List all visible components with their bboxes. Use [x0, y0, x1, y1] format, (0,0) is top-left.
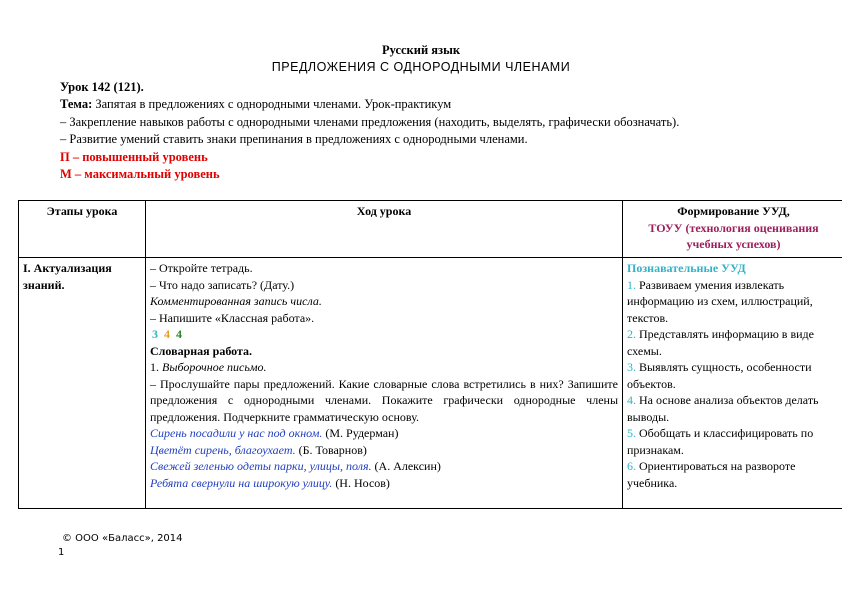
uud-cell [623, 258, 842, 509]
course-cell [146, 258, 623, 509]
sentence-4-text: Ребята свернули на широкую улицу. [150, 475, 333, 490]
sentence-3 [150, 458, 618, 475]
uud-num-1: 1. [627, 277, 636, 292]
sentence-3-text: Свежей зеленью одеты парки, улицы, поля. [150, 459, 372, 473]
theme-label: Тема: [60, 97, 93, 111]
table-row [19, 258, 842, 509]
digit-1: 3 [152, 327, 158, 341]
level-m: М – максимальный уровень [60, 167, 220, 181]
sentence-1 [150, 425, 618, 442]
uud-text-2: Представлять информацию в виде схемы. [627, 327, 814, 358]
date-digits [150, 326, 618, 343]
lesson-number: Урок 142 (121). [60, 80, 144, 94]
uud-item-6 [627, 458, 840, 491]
uud-text-5: Обобщать и классифицировать по признакам. [627, 426, 814, 457]
uud-num-2: 2. [627, 327, 636, 341]
topic-title: ПРЕДЛОЖЕНИЯ С ОДНОРОДНЫМИ ЧЛЕНАМИ [271, 60, 571, 74]
theme-text: Запятая в предложениях с однородными членами. Урок-практикум [92, 97, 452, 111]
page-number: 1 [58, 547, 65, 558]
course-line-3: Комментированная запись числа. [150, 294, 322, 308]
sentence-1-author: (М. Рудерман) [322, 426, 399, 440]
theme-line [60, 97, 451, 112]
uud-item-3 [627, 359, 840, 392]
course-line-2: – Что надо записать? (Дату.) [150, 277, 295, 292]
subject-title: Русский язык [381, 43, 461, 57]
sentence-4 [150, 475, 618, 492]
header-uud-title: Формирование УУД, [677, 204, 790, 218]
header-course: Ход урока [146, 201, 623, 258]
uud-item-4 [627, 392, 840, 425]
uud-text-4: На основе анализа объектов делать выводы. [627, 393, 819, 424]
digit-2: 4 [164, 327, 170, 341]
header-uud-subtitle: ТОУУ (технология оценивания учебных успехов) [648, 220, 819, 251]
task-line [150, 359, 618, 376]
uud-text-1: Развиваем умения извлекать информацию из схем, иллюстраций, текстов. [627, 277, 813, 325]
task-name: Выборочное письмо. [162, 360, 267, 374]
table-header-row [19, 201, 842, 258]
uud-num-6: 6. [627, 459, 636, 473]
sentence-1-text: Сирень посадили у нас под окном. [150, 426, 323, 440]
sentence-4-author: (Н. Носов) [332, 475, 390, 490]
copyright: © ООО «Баласс», 2014 [62, 533, 183, 544]
course-line-4: – Напишите «Классная работа». [150, 310, 315, 325]
uud-item-2 [627, 326, 840, 359]
lesson-table [18, 200, 842, 509]
header-stages: Этапы урока [19, 201, 146, 258]
sentence-2-text: Цветёт сирень, благоухает. [150, 442, 296, 457]
uud-text-3: Выявлять сущность, особенности объектов. [627, 360, 812, 391]
uud-item-1 [627, 277, 840, 327]
uud-text-6: Ориентироваться на развороте учебника. [627, 459, 796, 490]
stage-cell: I. Актуализация знаний. [19, 258, 146, 509]
header-uud [623, 201, 842, 258]
sentence-2 [150, 442, 618, 459]
goal-2: – Развитие умений ставить знаки препинания в предложениях с однородными членами. [60, 132, 528, 146]
task-number: 1. [150, 360, 162, 374]
uud-num-5: 5. [627, 426, 636, 440]
digit-3: 4 [176, 327, 182, 341]
uud-num-3: 3. [627, 360, 636, 374]
course-line-1: – Откройте тетрадь. [150, 261, 253, 275]
goal-1: – Закрепление навыков работы с однородными членами предложения (находить, выделять, графически обозначать). [60, 115, 680, 129]
sentence-3-author: (А. Алексин) [371, 459, 441, 473]
uud-item-5 [627, 425, 840, 458]
sentence-2-author: (Б. Товарнов) [295, 442, 367, 457]
level-p: П – повышенный уровень [60, 150, 208, 164]
uud-num-4: 4. [627, 393, 636, 407]
task-text: – Прослушайте пары предложений. Какие словарные слова встретились в них? Запишите предложения с однородными членами. Покажите графически однородные члены предложения. Подчеркните грамматическую основу. [150, 376, 618, 424]
vocab-title: Словарная работа. [150, 343, 253, 358]
uud-title: Познавательные УУД [627, 261, 746, 275]
